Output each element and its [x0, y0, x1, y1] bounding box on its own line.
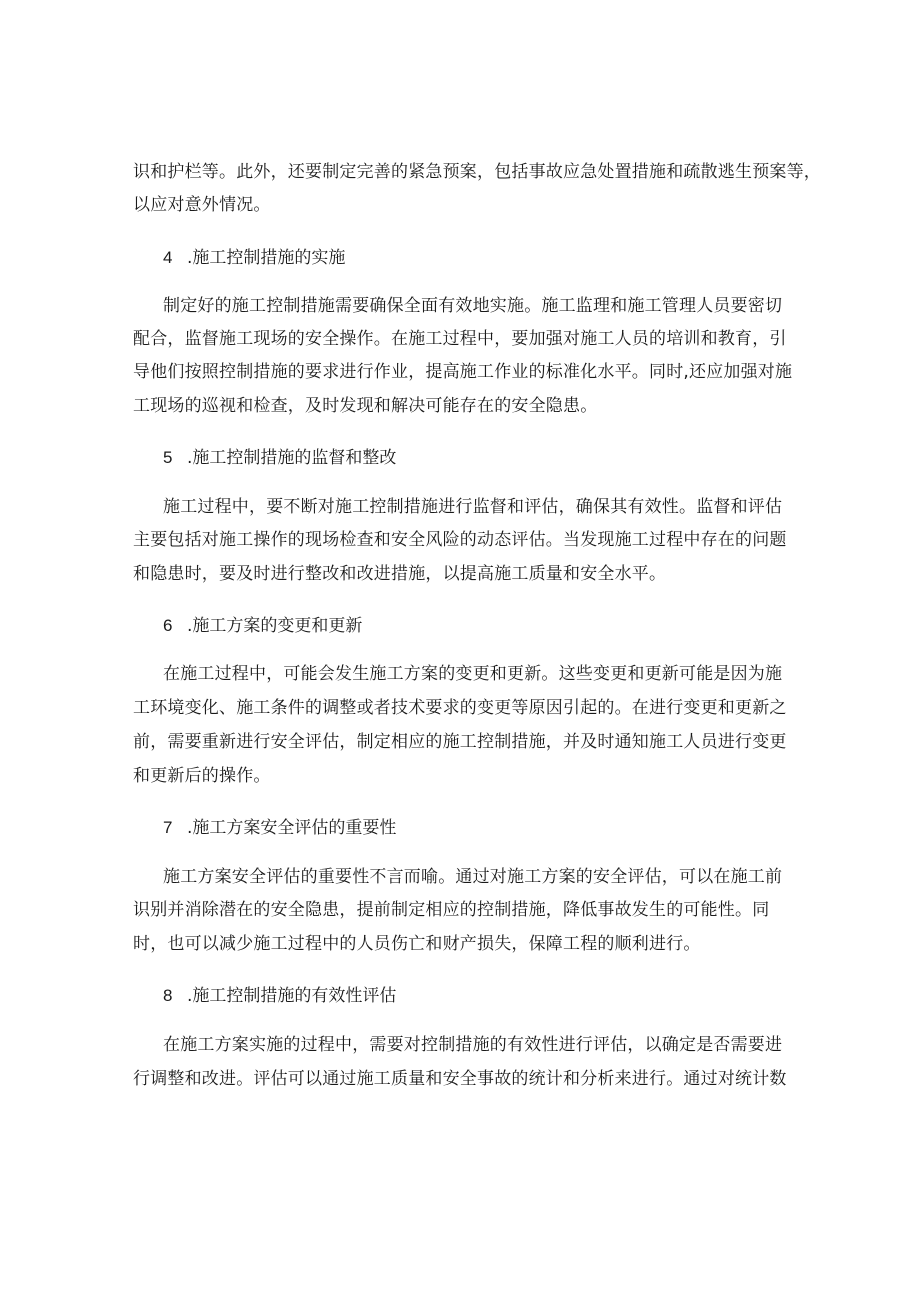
paragraph-line: 前，需要重新进行安全评估，制定相应的施工控制措施，并及时通知施工人员进行变更	[133, 732, 787, 752]
paragraph-line: 和更新后的操作。	[133, 766, 271, 786]
paragraph-line: 识和护栏等。此外，还要制定完善的紧急预案，包括事故应急处置措施和疏散逃生预案等，	[133, 162, 821, 182]
heading-title: .施工控制措施的监督和整改	[187, 448, 397, 468]
section-heading-8	[163, 984, 396, 1008]
heading-number: 6	[163, 616, 173, 635]
section-heading-7	[163, 816, 396, 840]
heading-title: .施工方案安全评估的重要性	[187, 818, 397, 838]
paragraph-line: 导他们按照控制措施的要求进行作业，提高施工作业的标准化水平。同时,还应加强对施	[133, 362, 793, 382]
paragraph-line: 配合，监督施工现场的安全操作。在施工过程中，要加强对施工人员的培训和教育，引	[133, 329, 787, 349]
paragraph-line: 在施工方案实施的过程中，需要对控制措施的有效性进行评估，以确定是否需要进	[163, 1035, 783, 1055]
paragraph-line: 时，也可以减少施工过程中的人员伤亡和财产损失，保障工程的顺利进行。	[133, 934, 701, 954]
heading-number: 4	[163, 248, 173, 267]
paragraph-line: 行调整和改进。评估可以通过施工质量和安全事故的统计和分析来进行。通过对统计数	[133, 1069, 787, 1089]
paragraph-line: 主要包括对施工操作的现场检查和安全风险的动态评估。当发现施工过程中存在的问题	[133, 530, 787, 550]
paragraph-line: 在施工过程中，可能会发生施工方案的变更和更新。这些变更和更新可能是因为施	[163, 664, 783, 684]
heading-number: 5	[163, 448, 173, 467]
section-heading-4	[163, 246, 345, 270]
paragraph-line: 工环境变化、施工条件的调整或者技术要求的变更等原因引起的。在进行变更和更新之	[133, 698, 787, 718]
section-heading-5	[163, 446, 396, 470]
heading-number: 7	[163, 818, 173, 837]
paragraph-line: 识别并消除潜在的安全隐患，提前制定相应的控制措施，降低事故发生的可能性。同	[133, 900, 770, 920]
paragraph-line: 工现场的巡视和检查，及时发现和解决可能存在的安全隐患。	[133, 396, 598, 416]
heading-title: .施工控制措施的有效性评估	[187, 986, 397, 1006]
heading-number: 8	[163, 986, 173, 1005]
paragraph-line: 制定好的施工控制措施需要确保全面有效地实施。施工监理和施工管理人员要密切	[163, 296, 783, 316]
paragraph-line: 和隐患时，要及时进行整改和改进措施，以提高施工质量和安全水平。	[133, 564, 667, 584]
heading-title: .施工方案的变更和更新	[187, 616, 363, 636]
paragraph-line: 施工过程中，要不断对施工控制措施进行监督和评估，确保其有效性。监督和评估	[163, 497, 783, 517]
section-heading-6	[163, 614, 362, 638]
paragraph-line: 施工方案安全评估的重要性不言而喻。通过对施工方案的安全评估，可以在施工前	[163, 867, 783, 887]
paragraph-line: 以应对意外情况。	[133, 195, 271, 215]
heading-title: .施工控制措施的实施	[187, 248, 346, 268]
